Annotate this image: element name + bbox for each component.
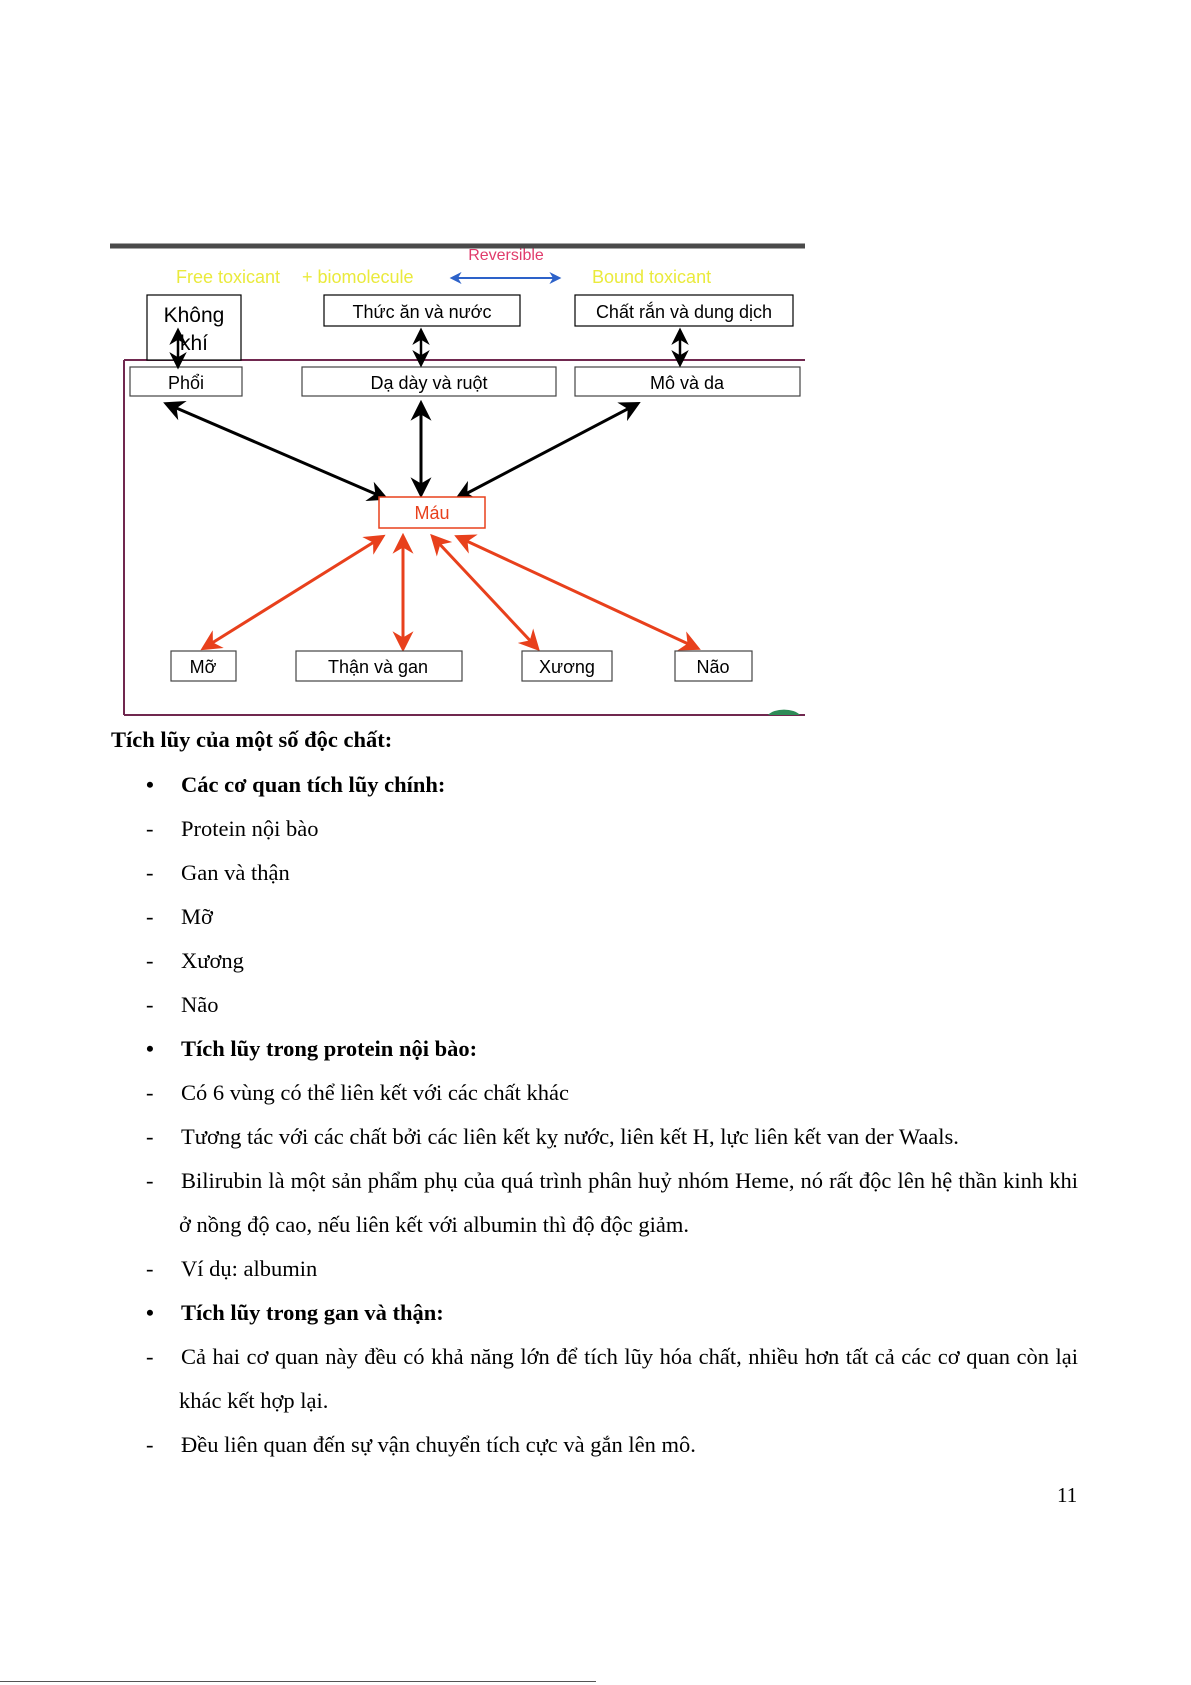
lungs-blood-arrow xyxy=(167,404,385,498)
tissue-blood-arrow xyxy=(458,404,637,498)
page-number: 11 xyxy=(1057,1483,1078,1507)
list-item xyxy=(146,1423,1078,1467)
gi-tract-label: Dạ dày và ruột xyxy=(370,373,488,393)
list-item-text: Đều liên quan đến sự vận chuyển tích cực và gắn lên mô. xyxy=(181,1432,696,1457)
bullet-marker: • xyxy=(146,1036,154,1061)
list-item xyxy=(146,1247,1078,1291)
blood-bone-arrow xyxy=(433,537,537,648)
list-item xyxy=(146,851,1078,895)
air-label-line1: Không xyxy=(163,304,225,327)
reversible-label: Reversible xyxy=(468,247,544,264)
list-item-text: Protein nội bào xyxy=(181,816,319,841)
logo-fragment xyxy=(768,710,800,715)
bullet-intracellular-protein-text: Tích lũy trong protein nội bào: xyxy=(181,1036,478,1061)
list-item xyxy=(146,1335,1078,1423)
source-air-box xyxy=(147,295,241,360)
toxicant-distribution-diagram xyxy=(0,0,1191,740)
list-item-text: Não xyxy=(181,992,219,1017)
dash-marker: - xyxy=(146,860,154,885)
blood-brain-arrow xyxy=(458,537,697,648)
air-label-line2: khí xyxy=(179,332,209,355)
dash-marker: - xyxy=(146,1124,154,1149)
fat-label: Mỡ xyxy=(189,657,217,677)
bone-label: Xương xyxy=(539,657,595,677)
blood-fat-arrow xyxy=(204,537,382,648)
list-item xyxy=(146,1071,1078,1115)
footer-rule xyxy=(0,1681,596,1682)
tissue-skin-label: Mô và da xyxy=(649,373,725,393)
bullet-main-organs-text: Các cơ quan tích lũy chính: xyxy=(181,772,446,797)
list-item xyxy=(146,1159,1078,1247)
dash-marker: - xyxy=(146,1168,154,1193)
bone-box xyxy=(522,651,612,681)
dash-marker: - xyxy=(146,1432,154,1457)
solids-solutions-label: Chất rắn và dung dịch xyxy=(595,302,773,322)
list-item xyxy=(146,895,1078,939)
list-item-text: Tương tác với các chất bởi các liên kết kỵ nước, liên kết H, lực liên kết van der Waals. xyxy=(181,1124,959,1149)
bullet-marker: • xyxy=(146,1300,154,1325)
bound-toxicant-label: Bound toxicant xyxy=(592,267,712,287)
dash-marker: - xyxy=(146,992,154,1017)
dash-marker: - xyxy=(146,1344,154,1369)
list-item xyxy=(146,939,1078,983)
kidney-liver-label: Thận và gan xyxy=(327,657,429,677)
free-toxicant-label: Free toxicant xyxy=(176,267,281,287)
gi-tract-box xyxy=(302,367,556,396)
brain-box xyxy=(675,651,752,681)
list-item xyxy=(146,1115,1078,1159)
list-item-text: Xương xyxy=(181,948,244,973)
source-solids-box xyxy=(575,295,793,326)
brain-label: Não xyxy=(696,657,730,677)
source-food-water-box xyxy=(324,295,520,326)
list-item-text: Ví dụ: albumin xyxy=(181,1256,318,1281)
dash-marker: - xyxy=(146,1080,154,1105)
dash-marker: - xyxy=(146,948,154,973)
dash-marker: - xyxy=(146,904,154,929)
section-title: Tích lũy của một số độc chất: xyxy=(111,727,393,752)
list-item-text: Mỡ xyxy=(181,904,213,929)
list-item-text: Cả hai cơ quan này đều có khả năng lớn để tích lũy hóa chất, nhiều hơn tất cả các cơ quan còn lại khác kết hợp lại. xyxy=(179,1344,1078,1413)
bullet-marker: • xyxy=(146,772,154,797)
blood-label: Máu xyxy=(414,503,450,523)
list-item-text: Bilirubin là một sản phẩm phụ của quá trình phân huỷ nhóm Heme, nó rất độc lên hệ thần kinh khi ở nồng độ cao, nếu liên kết với albumin thì độ độc giảm. xyxy=(179,1168,1078,1237)
list-item xyxy=(146,807,1078,851)
kidney-liver-box xyxy=(296,651,462,681)
lungs-box xyxy=(130,367,242,396)
dash-marker: - xyxy=(146,1256,154,1281)
list-item xyxy=(146,983,1078,1027)
food-water-label: Thức ăn và nước xyxy=(352,302,492,322)
list-item-text: Gan và thận xyxy=(181,860,290,885)
biomolecule-label: + biomolecule xyxy=(302,267,414,287)
lungs-label: Phổi xyxy=(167,373,205,393)
list-item-text: Có 6 vùng có thể liên kết với các chất khác xyxy=(181,1080,570,1105)
dash-marker: - xyxy=(146,816,154,841)
tissue-skin-box xyxy=(575,367,800,396)
blood-box xyxy=(379,497,485,528)
bullet-liver-kidney-text: Tích lũy trong gan và thận: xyxy=(181,1300,444,1325)
fat-box xyxy=(171,651,236,681)
